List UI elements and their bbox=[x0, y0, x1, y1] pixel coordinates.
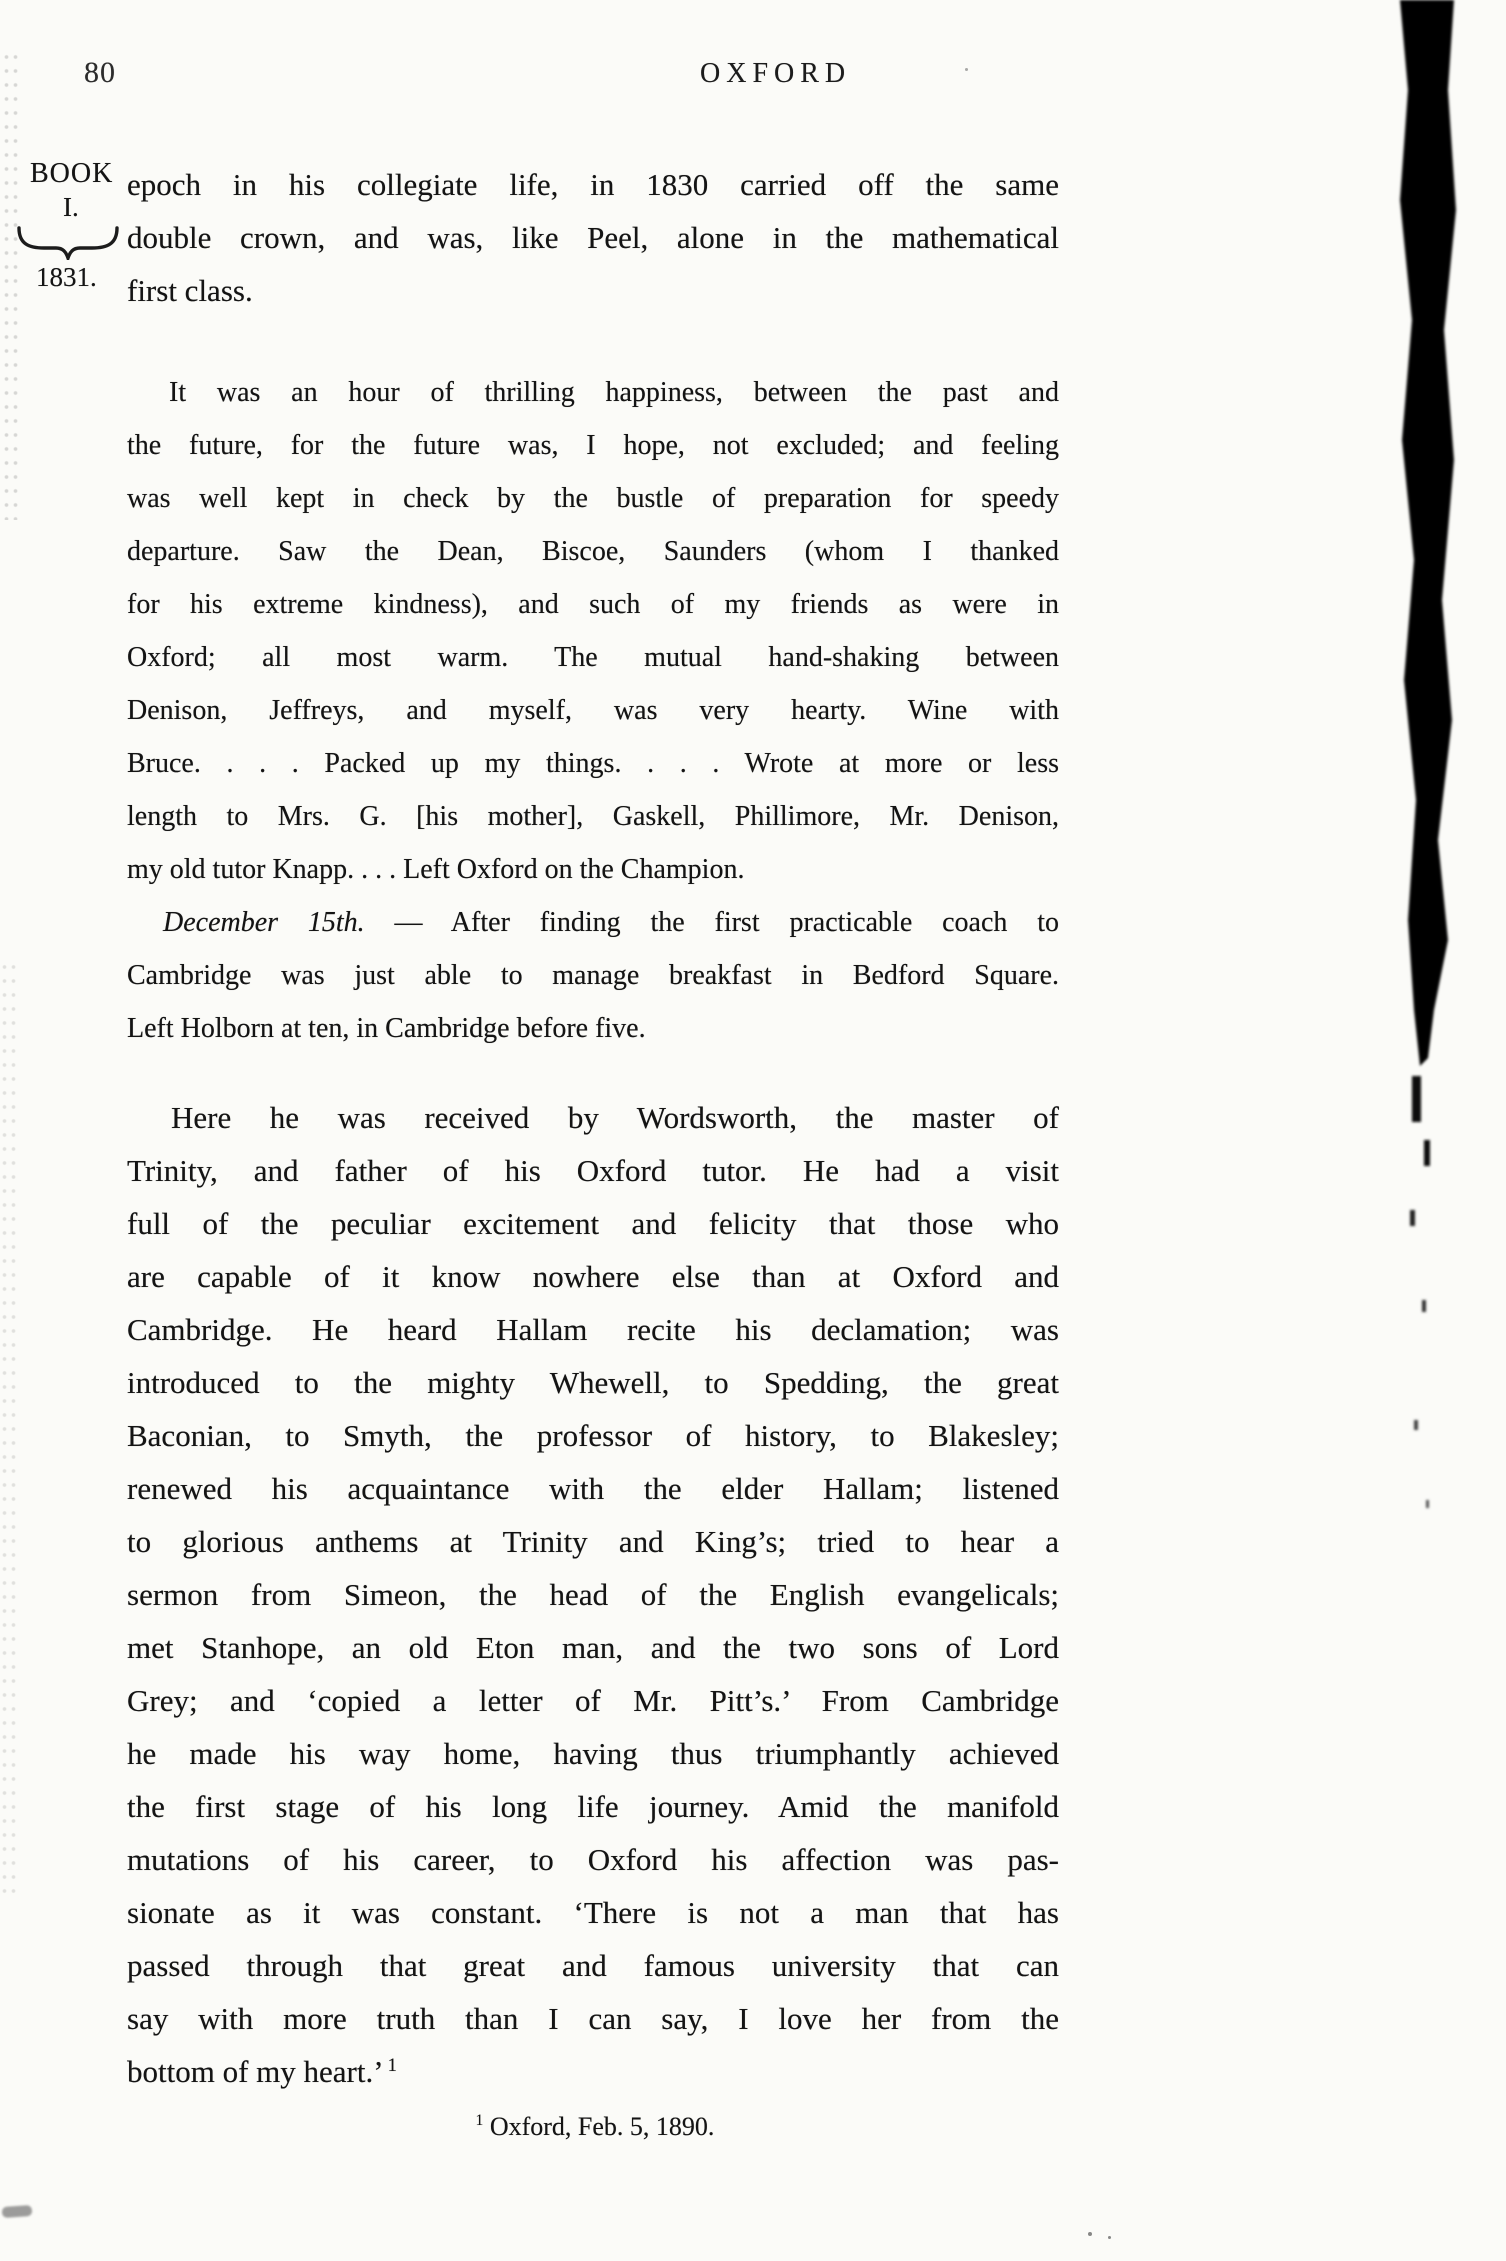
text-line: he made his way home, having thus triumphantly achieved bbox=[127, 1736, 1059, 1771]
text-line: epoch in his collegiate life, in 1830 carried off the same bbox=[127, 167, 1059, 202]
text-line: say with more truth than I can say, I love her from the bbox=[127, 2001, 1059, 2036]
text-line: Left Holborn at ten, in Cambridge before five. bbox=[127, 1013, 646, 1044]
diary-date-rest: — After finding the first practicable coach to bbox=[364, 907, 1059, 938]
text-line: sionate as it was constant. ‘There is not a man that has bbox=[127, 1895, 1059, 1930]
text-line: sermon from Simeon, the head of the English evangelicals; bbox=[127, 1577, 1059, 1612]
text-line: passed through that great and famous university that can bbox=[127, 1948, 1059, 1983]
text-line bbox=[127, 896, 1059, 949]
paragraph-diary-december-15 bbox=[127, 896, 1059, 1055]
text-line: Trinity, and father of his Oxford tutor. He had a visit bbox=[127, 1153, 1059, 1188]
paragraph-collegiate-life bbox=[127, 158, 1059, 317]
paragraph-cambridge-visit bbox=[127, 1091, 1059, 2098]
text-line: length to Mrs. G. [his mother], Gaskell, Phillimore, Mr. Denison, bbox=[127, 801, 1059, 832]
scan-noise-left-bottom bbox=[0, 960, 18, 1900]
text-line: Cambridge was just able to manage breakfast in Bedford Square. bbox=[127, 960, 1059, 991]
scan-speck bbox=[1108, 2236, 1111, 2239]
text-line bbox=[127, 2045, 1059, 2098]
scan-noise-left-top bbox=[2, 50, 20, 520]
margin-book-numeral: I. bbox=[63, 192, 79, 222]
text-line: renewed his acquaintance with the elder Hallam; listened bbox=[127, 1471, 1059, 1506]
text-line: Cambridge. He heard Hallam recite his declamation; was bbox=[127, 1312, 1059, 1347]
text-line: Baconian, to Smyth, the professor of history, to Blakesley; bbox=[127, 1418, 1059, 1453]
text-line: mutations of his career, to Oxford his affection was pas- bbox=[127, 1842, 1059, 1877]
text-line: Oxford; all most warm. The mutual hand-shaking between bbox=[127, 642, 1059, 673]
scan-speck bbox=[965, 68, 968, 71]
text-line: Grey; and ‘copied a letter of Mr. Pitt’s.’ From Cambridge bbox=[127, 1683, 1059, 1718]
text-line: the first stage of his long life journey. Amid the manifold bbox=[127, 1789, 1059, 1824]
footnote-text: Oxford, Feb. 5, 1890. bbox=[483, 2112, 715, 2141]
closing-quote-text: bottom of my heart.’ bbox=[127, 2054, 384, 2089]
footnote-reference: 1 bbox=[387, 2054, 397, 2076]
text-line: double crown, and was, like Peel, alone in the mathematical bbox=[127, 220, 1059, 255]
text-line: to glorious anthems at Trinity and King’s; tried to hear a bbox=[127, 1524, 1059, 1559]
margin-book-label: BOOK bbox=[30, 158, 114, 189]
text-line: It was an hour of thrilling happiness, between the past and bbox=[169, 377, 1059, 408]
text-line: was well kept in check by the bustle of preparation for speedy bbox=[127, 483, 1059, 514]
text-line: introduced to the mighty Whewell, to Spedding, the great bbox=[127, 1365, 1059, 1400]
running-head: OXFORD bbox=[700, 58, 852, 89]
text-line: for his extreme kindness), and such of my friends as were in bbox=[127, 589, 1059, 620]
text-line: Denison, Jeffreys, and myself, was very hearty. Wine with bbox=[127, 695, 1059, 726]
page-number: 80 bbox=[84, 56, 116, 89]
scan-corner-smudge bbox=[2, 2205, 33, 2218]
footnote bbox=[127, 2112, 1059, 2142]
underbrace-glyph bbox=[16, 226, 120, 265]
text-line: departure. Saw the Dean, Biscoe, Saunders (whom I thanked bbox=[127, 536, 1059, 567]
margin-year: 1831. bbox=[36, 262, 97, 292]
text-line: my old tutor Knapp. . . . Left Oxford on the Champion. bbox=[127, 854, 745, 885]
paragraph-diary-departure bbox=[127, 366, 1059, 896]
text-line: first class. bbox=[127, 273, 253, 308]
text-line: the future, for the future was, I hope, not excluded; and feeling bbox=[127, 430, 1059, 461]
diary-date-italic: December 15th. bbox=[163, 907, 365, 938]
text-line: met Stanhope, an old Eton man, and the two sons of Lord bbox=[127, 1630, 1059, 1665]
text-line: Bruce. . . . Packed up my things. . . . Wrote at more or less bbox=[127, 748, 1059, 779]
text-line: are capable of it know nowhere else than at Oxford and bbox=[127, 1259, 1059, 1294]
footnote-marker: 1 bbox=[475, 2112, 484, 2130]
scan-speck bbox=[1088, 2232, 1092, 2236]
text-line: full of the peculiar excitement and felicity that those who bbox=[127, 1206, 1059, 1241]
scan-gutter-shadow bbox=[1372, 0, 1472, 2256]
text-line: Here he was received by Wordsworth, the master of bbox=[171, 1100, 1059, 1135]
